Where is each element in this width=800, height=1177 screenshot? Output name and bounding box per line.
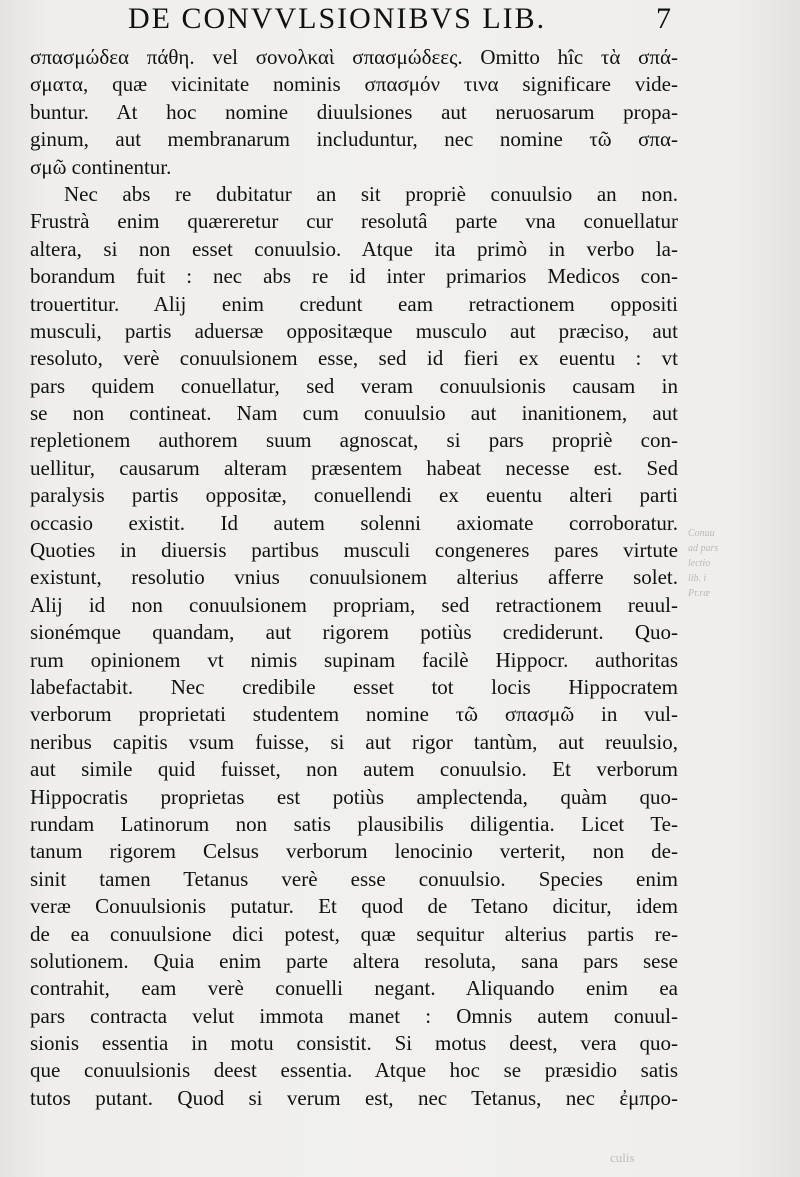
text-line: occasio existit. Id autem solenni axiomate corroboratur.	[30, 510, 678, 535]
text-line: sionémque quandam, aut rigorem potiùs crediderunt. Quo-	[30, 620, 678, 645]
text-line: verborum proprietati studentem nomine τῶ σπασμῶ in vul-	[30, 702, 678, 727]
text-line: resoluto, verè conuulsionem esse, sed id fieri ex euentu : vt	[30, 346, 678, 371]
page-number: 7	[656, 2, 671, 35]
text-line: Nec abs re dubitatur an sit propriè conuulsio an non.	[64, 181, 678, 206]
margin-note-line: lectio	[688, 558, 711, 569]
text-line: aut simile quid fuisset, non autem conuulsio. Et verborum	[30, 757, 678, 782]
text-line: rundam Latinorum non satis plausibilis diligentia. Licet Te-	[30, 811, 678, 836]
text-line: Hippocratis proprietas est potiùs amplectenda, quàm quo-	[30, 784, 678, 809]
text-line: uellitur, causarum alteram præsentem habeat necesse est. Sed	[30, 455, 678, 480]
text-line: sinit tamen Tetanus verè esse conuulsio. Species enim	[30, 866, 678, 891]
page-header	[0, 2, 800, 38]
text-line: Alij id non conuulsionem propriam, sed retractionem reuul-	[30, 592, 678, 617]
text-line: neribus capitis vsum fuisse, si aut rigor tantùm, aut reuulsio,	[30, 729, 678, 754]
text-line: Frustrà enim quæreretur cur resolutâ parte vna conuellatur	[30, 209, 678, 234]
margin-note-line: Conuu	[688, 528, 715, 539]
text-line: altera, si non esset conuulsio. Atque ita primò in verbo la-	[30, 236, 678, 261]
text-line: σπασμώδεα πάθη. vel σονολκαὶ σπασμώδεες. Omitto hîc τὰ σπά-	[30, 45, 678, 69]
text-line: solutionem. Quia enim parte altera resoluta, sana pars sese	[30, 948, 678, 973]
text-line: de ea conuulsione dici potest, quæ sequitur alterius partis re-	[30, 921, 678, 946]
text-line: labefactabit. Nec credibile esset tot locis Hippocratem	[30, 674, 678, 699]
text-line: ginum, aut membranarum includuntur, nec nomine τῶ σπα-	[30, 127, 678, 152]
margin-note-line: ad pars	[688, 543, 719, 554]
margin-note-line: Pr.ræ	[688, 588, 710, 599]
text-line: que conuulsionis deest essentia. Atque hoc se præsidio satis	[30, 1058, 678, 1083]
text-line: pars quidem conuellatur, sed veram conuulsionis causam in	[30, 373, 678, 398]
text-line: tutos putant. Quod si verum est, nec Tetanus, nec ἐμπρο-	[30, 1085, 678, 1110]
margin-note-line: lib. i	[688, 573, 707, 584]
text-line: Quoties in diuersis partibus musculi congeneres pares virtute	[30, 538, 678, 563]
text-line: veræ Conuulsionis putatur. Et quod de Tetano dicitur, idem	[30, 894, 678, 919]
text-line: se non contineat. Nam cum conuulsio aut inanitionem, aut	[30, 401, 678, 426]
text-line: tanum rigorem Celsus verborum lenocinio verterit, non de-	[30, 839, 678, 864]
body-text	[30, 44, 678, 1112]
text-line: sionis essentia in motu consistit. Si motus deest, vera quo-	[30, 1031, 678, 1056]
text-line: rum opinionem vt nimis supinam facilè Hippocr. authoritas	[30, 647, 678, 672]
text-line: paralysis partis oppositæ, conuellendi ex euentu alteri parti	[30, 483, 678, 508]
running-title: DE CONVVLSIONIBVS LIB.	[128, 2, 547, 35]
text-line: σματα, quæ vicinitate nominis σπασμόν τινα significare vide-	[30, 72, 678, 97]
text-line: σμῶ continentur.	[30, 154, 172, 179]
text-line: pars contracta velut immota manet : Omnis autem conuul-	[30, 1003, 678, 1028]
text-line: contrahit, eam verè conuelli negant. Aliquando enim ea	[30, 976, 678, 1001]
margin-note	[688, 526, 798, 601]
catchword: culis	[610, 1150, 635, 1165]
text-line: borandum fuit : nec abs re id inter primarios Medicos con-	[30, 264, 678, 289]
text-line: repletionem authorem suum agnoscat, si pars propriè con-	[30, 428, 678, 453]
text-line: buntur. At hoc nomine diuulsiones aut neruosarum propa-	[30, 99, 678, 124]
text-line: trouertitur. Alij enim credunt eam retractionem oppositi	[30, 291, 678, 316]
text-line: existunt, resolutio vnius conuulsionem alterius afferre solet.	[30, 565, 678, 590]
text-line: musculi, partis aduersæ oppositæque musculo aut præciso, aut	[30, 318, 678, 343]
